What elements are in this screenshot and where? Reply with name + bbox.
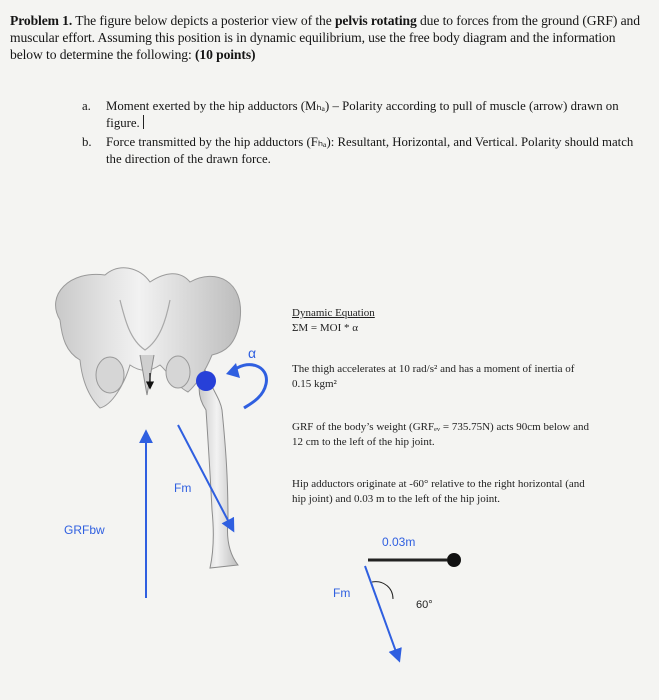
problem-body-start: The figure below depicts a posterior view of the [75, 13, 335, 28]
hip-joint-dot [196, 371, 216, 391]
grf-label: GRFbw [64, 523, 105, 537]
femur-illustration [199, 370, 238, 568]
angle-label: 60° [416, 599, 433, 611]
acceleration-text: The thigh accelerates at 10 rad/s² and has a moment of inertia of 0.15 kgm² [292, 363, 575, 390]
question-text-b: Force transmitted by the hip adductors (Fₕₐ): Resultant, Horizontal, and Vertical. Polarity should match the direction of the drawn force. [106, 135, 634, 166]
question-mark-a: a. [82, 99, 91, 113]
problem-points: (10 points) [194, 47, 256, 62]
equation-title: Dynamic Equation [292, 307, 375, 319]
inset-fm-label: Fm [333, 586, 351, 600]
equation-formula: ΣM = MOI * α [292, 322, 359, 334]
alpha-label: α [248, 345, 257, 361]
dynamic-equation-block [292, 306, 592, 336]
problem-emphasis: pelvis rotating [334, 13, 417, 28]
problem-heading: Problem 1. [10, 13, 73, 28]
question-mark-b: b. [82, 135, 92, 149]
fm-label: Fm [174, 481, 192, 495]
rotation-arrowhead-icon [226, 363, 240, 378]
problem-body-end: due to forces from the ground (GRF) and muscular effort. Assuming this position is in dynamic equilibrium, use the free body diagram and the information below to determine the following: [10, 13, 640, 62]
distance-label: 0.03m [382, 535, 416, 549]
inset-fm-vector [365, 566, 399, 660]
grf-text: GRF of the body’s weight (GRFₑᵥ = 735.75N) acts 90cm below and 12 cm to the left of the hip joint. [292, 421, 590, 448]
inset-hip-joint-dot [447, 553, 461, 567]
question-text-a: Moment exerted by the hip adductors (Mₕₐ) – Polarity according to pull of muscle (arrow) drawn on figure. [106, 99, 619, 130]
hip-adductor-text: Hip adductors originate at -60° relative to the right horizontal (and hip joint) and 0.03 m to the left of the hip joint. [292, 478, 585, 505]
inset-diagram [333, 535, 461, 660]
